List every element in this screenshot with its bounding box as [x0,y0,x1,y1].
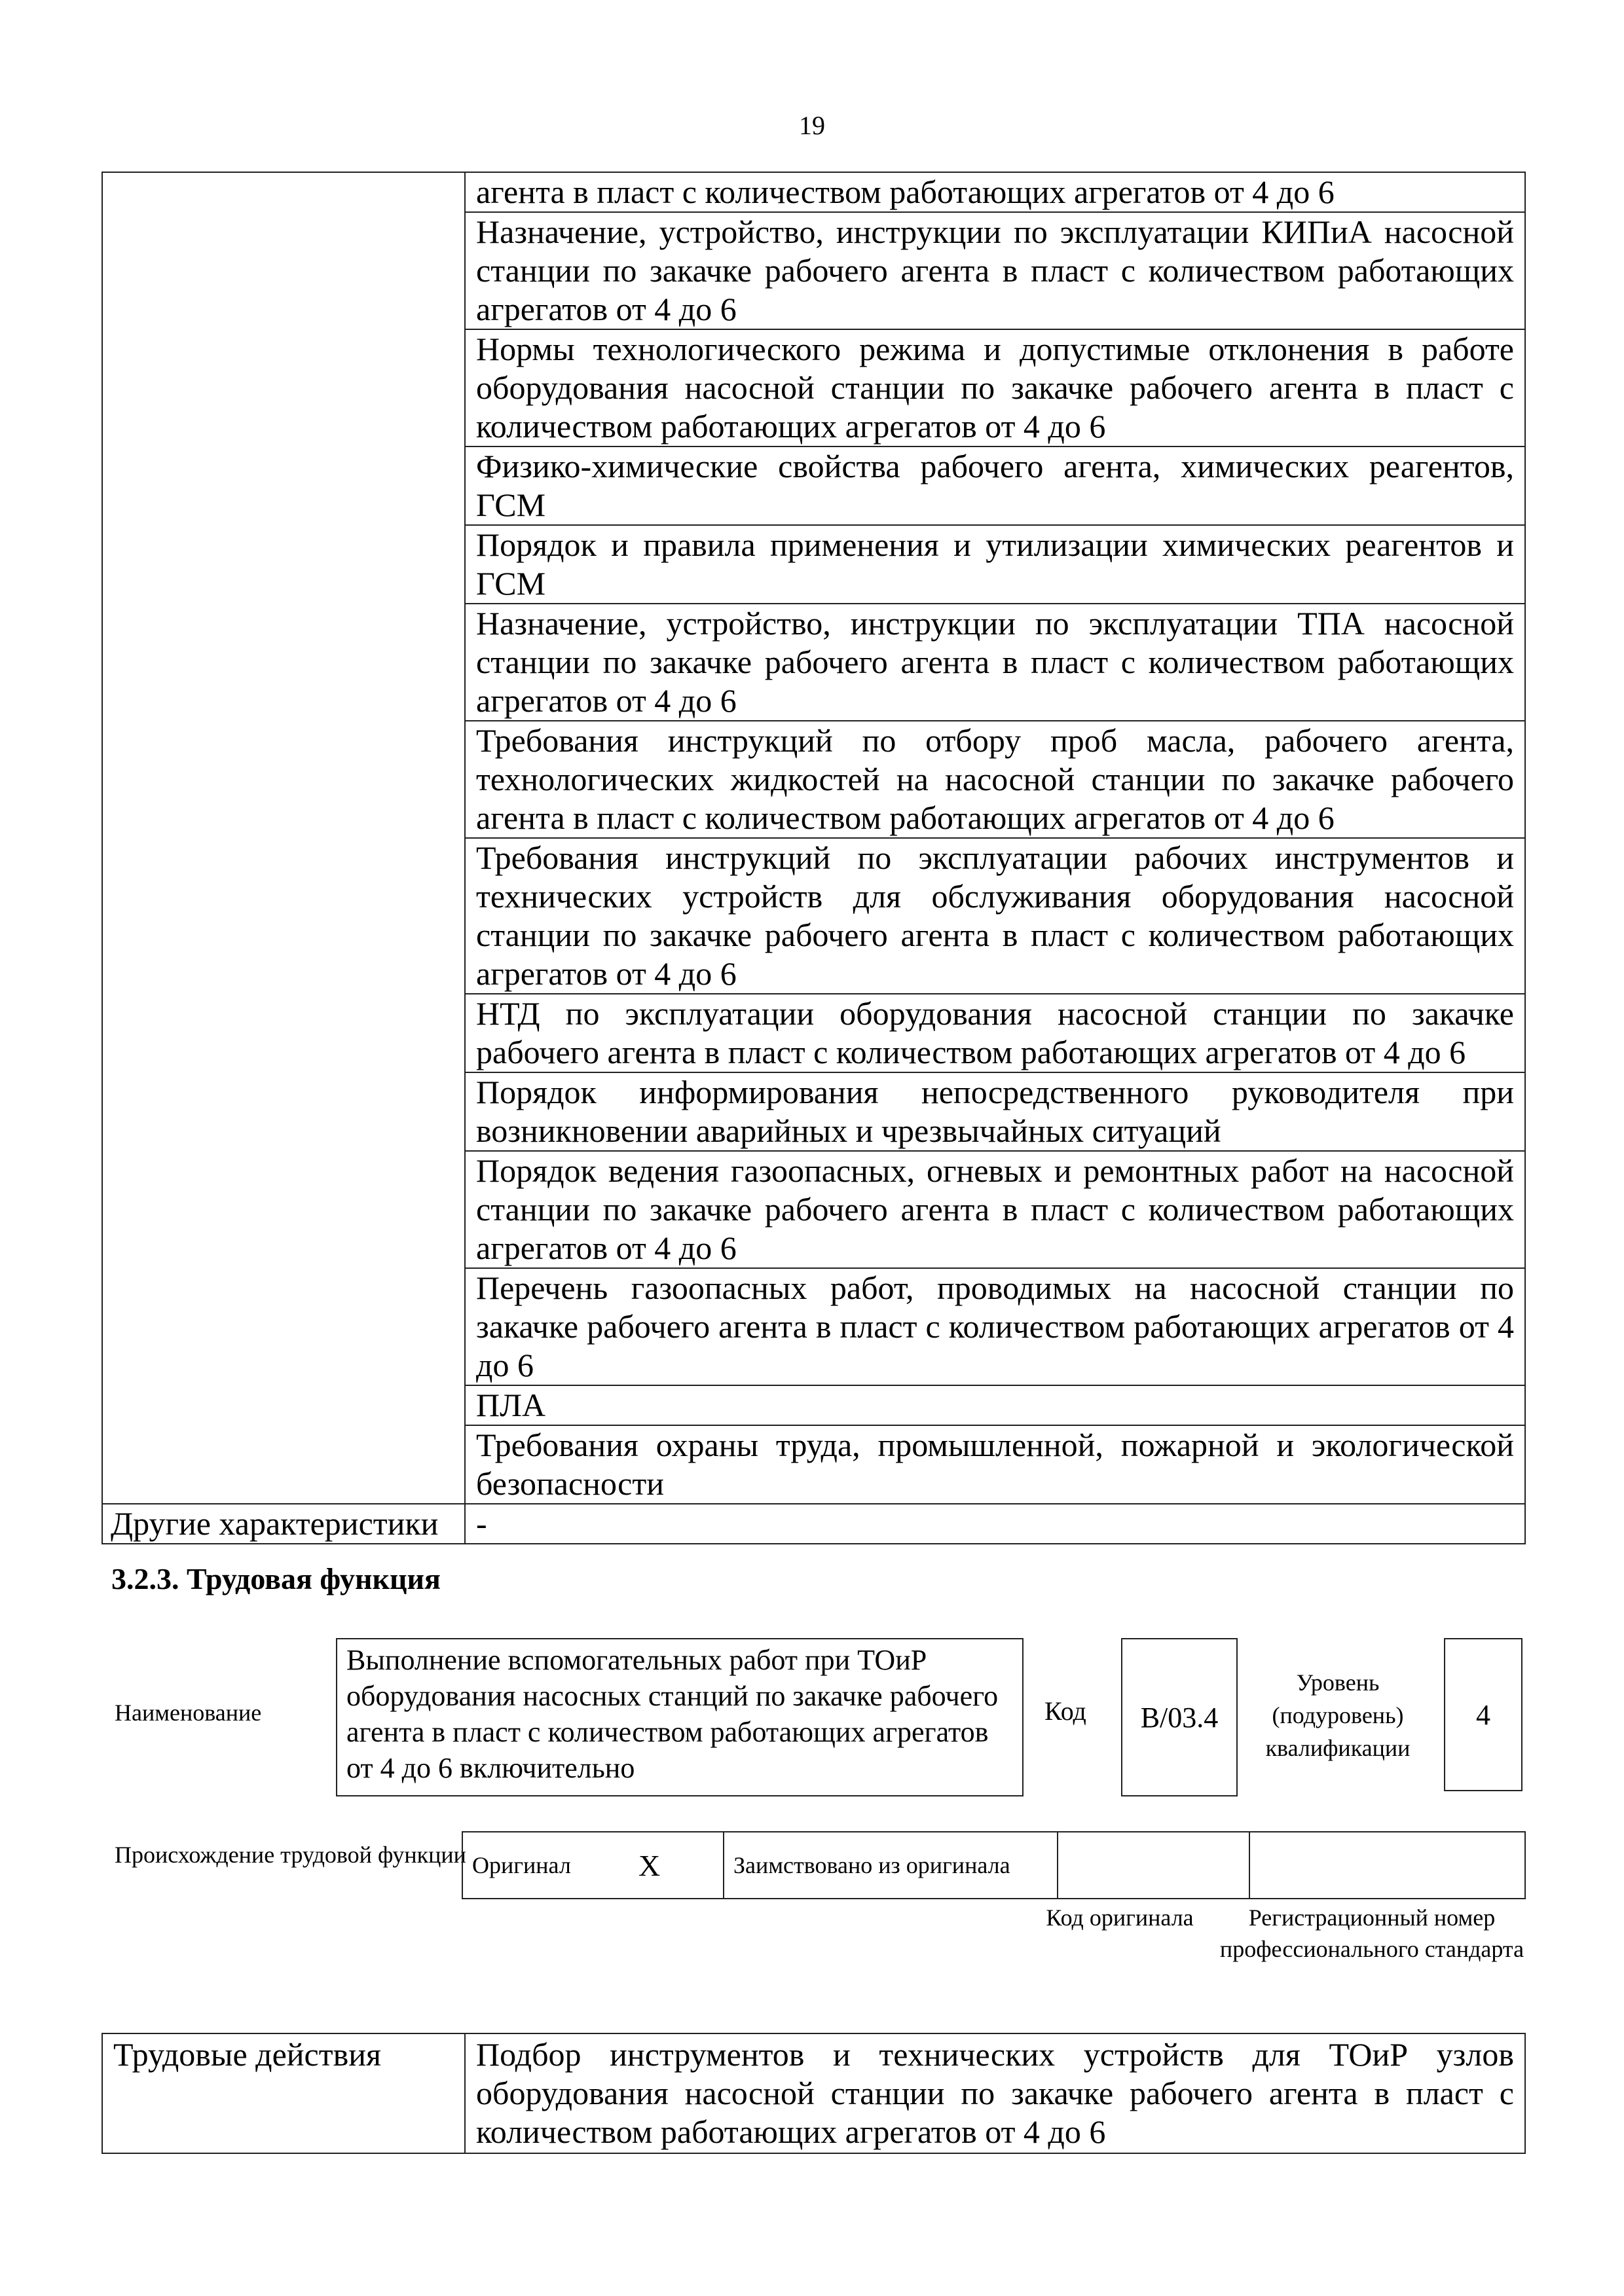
borrowed-label: Заимствовано из оригинала [724,1832,1058,1899]
code-label: Код [1044,1696,1086,1726]
knowledge-item: Перечень газоопасных работ, проводимых на насосной станции по закачке рабочего агента в пласт с количеством работающих агрегатов от 4 до 6 [465,1268,1525,1385]
qualification-level-box: 4 [1444,1638,1522,1791]
knowledge-item: Назначение, устройство, инструкции по эксплуатации КИПиА насосной станции по закачке рабочего агента в пласт с количеством работающих агрегатов от 4 до 6 [465,212,1525,329]
origin-code-cell [1058,1832,1249,1899]
code-original-caption: Код оригинала [1046,1904,1194,1931]
knowledge-item: Требования охраны труда, промышленной, пожарной и экологической безопасности [465,1425,1525,1504]
table-row [102,1504,1525,1544]
original-mark: X [638,1832,724,1899]
knowledge-table [101,172,1526,1544]
name-label: Наименование [115,1700,262,1726]
origin-label: Происхождение трудовой функции [115,1842,466,1868]
other-characteristics-value: - [465,1504,1525,1544]
knowledge-item: Порядок информирования непосредственного руководителя при возникновении аварийных и чрезвычайных ситуаций [465,1072,1525,1151]
function-name-box: Выполнение вспомогательных работ при ТОиР оборудования насосных станций по закачке рабочего агента в пласт с количеством работающих агрегатов от 4 до 6 включительно [336,1638,1024,1796]
knowledge-item: Порядок ведения газоопасных, огневых и ремонтных работ на насосной станции по закачке рабочего агента в пласт с количеством работающих агрегатов от 4 до 6 [465,1151,1525,1268]
original-label: Оригинал [462,1832,638,1899]
labor-actions-item: Подбор инструментов и технических устройств для ТОиР узлов оборудования насосной станции по закачке рабочего агента в пласт с количеством работающих агрегатов от 4 до 6 [465,2033,1525,2153]
registration-number-cell [1249,1832,1525,1899]
qualification-level-label: Уровень (подуровень) квалификации [1265,1669,1411,1761]
knowledge-item: Требования инструкций по отбору проб масла, рабочего агента, технологических жидкостей на насосной станции по закачке рабочего агента в пласт с количеством работающих агрегатов от 4 до 6 [465,721,1525,838]
section-title: 3.2.3. Трудовая функция [111,1562,441,1595]
labor-actions-label: Трудовые действия [102,2033,465,2153]
knowledge-item: агента в пласт с количеством работающих агрегатов от 4 до 6 [465,172,1525,212]
registration-number-caption: Регистрационный номер профессионального стандарта [1219,1904,1524,1962]
other-characteristics-label: Другие характеристики [102,1504,465,1544]
knowledge-item: Требования инструкций по эксплуатации рабочих инструментов и технических устройств для обслуживания оборудования насосной станции по закачке рабочего агента в пласт с количеством работающих агрегатов от 4 до 6 [465,838,1525,994]
knowledge-item: ПЛА [465,1385,1525,1425]
origin-table [462,1831,1526,1899]
table-row [462,1832,1525,1899]
labor-actions-table [101,2033,1526,2154]
knowledge-item: Назначение, устройство, инструкции по эксплуатации ТПА насосной станции по закачке рабочего агента в пласт с количеством работающих агрегатов от 4 до 6 [465,604,1525,721]
code-value-box: B/03.4 [1121,1638,1238,1796]
knowledge-label-cell [102,172,465,1504]
knowledge-item: Нормы технологического режима и допустимые отклонения в работе оборудования насосной станции по закачке рабочего агента в пласт с количеством работающих агрегатов от 4 до 6 [465,329,1525,446]
table-row [102,172,1525,212]
table-row [102,2033,1525,2153]
knowledge-item: НТД по эксплуатации оборудования насосной станции по закачке рабочего агента в пласт с количеством работающих агрегатов от 4 до 6 [465,994,1525,1072]
knowledge-item: Порядок и правила применения и утилизации химических реагентов и ГСМ [465,525,1525,604]
knowledge-item: Физико-химические свойства рабочего агента, химических реагентов, ГСМ [465,446,1525,525]
page-number: 19 [799,111,825,140]
